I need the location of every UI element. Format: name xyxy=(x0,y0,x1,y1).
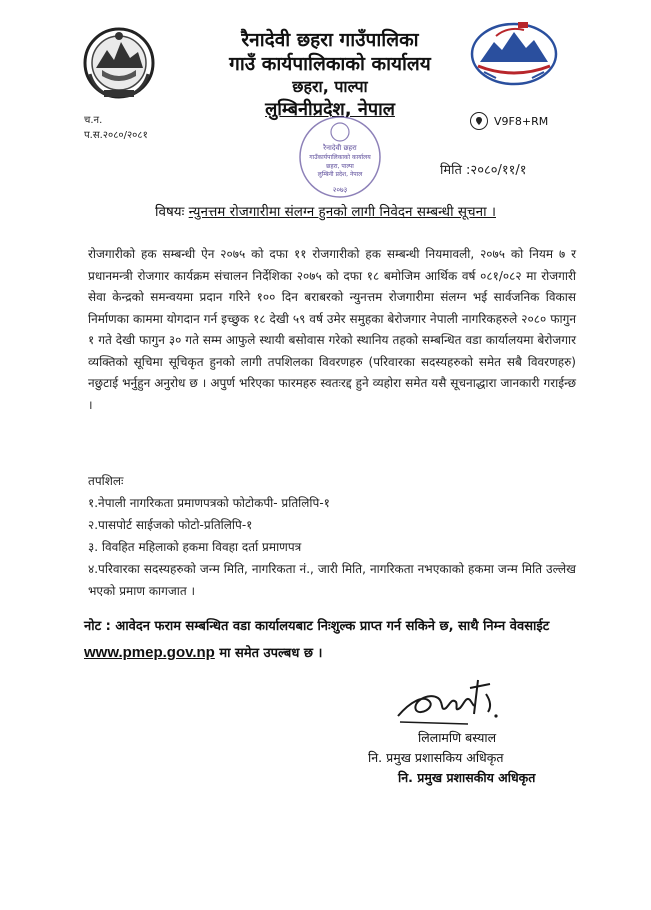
note-text-part1: नोट : आवेदन फराम सम्बन्धित वडा कार्यालयबाट निःशुल्क प्राप्त गर्न सकिने छ, साथै निम्न वेवसाईट xyxy=(84,619,550,634)
municipality-logo-icon xyxy=(468,18,560,86)
location-plus-code xyxy=(470,112,548,130)
stamp-line3: छहरा, पाल्पा xyxy=(326,163,354,170)
note-paragraph xyxy=(84,614,574,667)
office-name: गाउँ कार्यपालिकाको कार्यालय xyxy=(229,53,431,75)
subject-prefix: विषयः xyxy=(155,204,185,220)
office-location: छहरा, पाल्पा xyxy=(292,77,368,96)
enclosure-item: १.नेपाली नागरिकता प्रमाणपत्रको फोटोकपी- प्रतिलिपि-१ xyxy=(88,496,330,510)
enclosure-item: ४.परिवारका सदस्यहरुको जन्म मिति, नागरिकता नं., जारी मिति, नागरिकता नभएकाको हकमा जन्म मिति उल्लेख भएको प्रमाण कागजात । xyxy=(88,562,576,598)
signatory-name: लिलामणि बस्याल xyxy=(418,730,497,745)
stamp-line2: गाउँकार्यपालिकाको कार्यालय xyxy=(309,154,371,161)
stamp-line1: रैनादेवी छहरा xyxy=(323,144,357,152)
municipality-name: रैनादेवी छहरा गाउँपालिका xyxy=(241,29,419,51)
office-stamp xyxy=(295,112,385,202)
enclosure-list xyxy=(88,470,576,602)
letter-number: प.स.२०८०/२०८१ xyxy=(84,130,148,141)
signatory-title: नि. प्रमुख प्रशासकिय अधिकृत xyxy=(368,750,504,765)
stamp-line4: लुम्बिनी प्रदेश, नेपाल xyxy=(317,171,363,178)
enclosure-heading: तपशिलः xyxy=(88,474,124,488)
reference-numbers xyxy=(84,113,148,143)
office-header xyxy=(170,28,490,122)
notice-body: रोजगारीको हक सम्बन्धी ऐन २०७५ को दफा ११ रोजगारीको हक सम्बन्धी नियमावली, २०७५ को नियम ७ र प्रधानमन्त्री रोजगार कार्यक्रम संचालन निर्देशिका २०७५ को दफा १८ बमोजिम आर्थिक वर्ष ०८१/०८२ मा रोजगारी सेवा केन्द्रको समन्वयमा प्रदान गरिने १०० दिन बराबरको न्युनत्तम रोजगारीमा संलग्न भई सार्वजनिक विकास निर्माणका काममा योगदान गर्न इच्छुक १८ देखी ५९ वर्ष उमेर समुहका बेरोजगार नेपाली नागरिकहरुले २०८० फागुन १ गते देखी फागुन ३० गते सम्म आफुले स्थायी बसोवास गरेको स्थानिय तहको सम्बन्धित वडा कार्यालयमा बेरोजगार व्यक्तिको सूचिमा सूचिकृत हुनको लागी तपशिलका विवरणहरु (परिवारका सदस्यहरुको समेत सबै विवरणहरु) नछुटाई भर्नुहुन अनुरोध छ । अपुर्ण भरिएका फारमहरु स्वतःरद्द हुने व्यहोरा समेत यसै सूचनाद्धारा जानकारी गराईन्छ । xyxy=(88,247,576,412)
handwritten-signature xyxy=(390,672,510,734)
location-pin-icon xyxy=(470,112,488,130)
signatory-title-stamp: नि. प्रमुख प्रशासकीय अधिकृत xyxy=(398,770,536,785)
subject-text: न्युनत्तम रोजगारीमा संलग्न हुनको लागी निवेदन सम्बन्धी सूचना । xyxy=(188,204,496,220)
website-link[interactable]: www.pmep.gov.np xyxy=(84,644,215,661)
plus-code-text: V9F8+RM xyxy=(494,114,549,128)
note-text-part2: मा समेत उपल्बध छ । xyxy=(219,646,323,661)
dispatch-number-label: च.न. xyxy=(84,115,103,126)
signatory-block xyxy=(368,728,588,788)
letter-date: मिति :२०८०/११/१ xyxy=(440,163,527,178)
nepal-emblem-icon xyxy=(80,22,158,104)
enclosure-item: २.पासपोर्ट साईजको फोटो-प्रतिलिपि-१ xyxy=(88,518,253,532)
subject-line xyxy=(0,202,651,220)
stamp-line5: २०७३ xyxy=(332,186,348,194)
enclosure-item: ३. विवहित महिलाको हकमा विवहा दर्ता प्रमाणपत्र xyxy=(88,540,302,554)
province-country: लुम्बिनीप्रदेश, नेपाल xyxy=(265,99,395,120)
